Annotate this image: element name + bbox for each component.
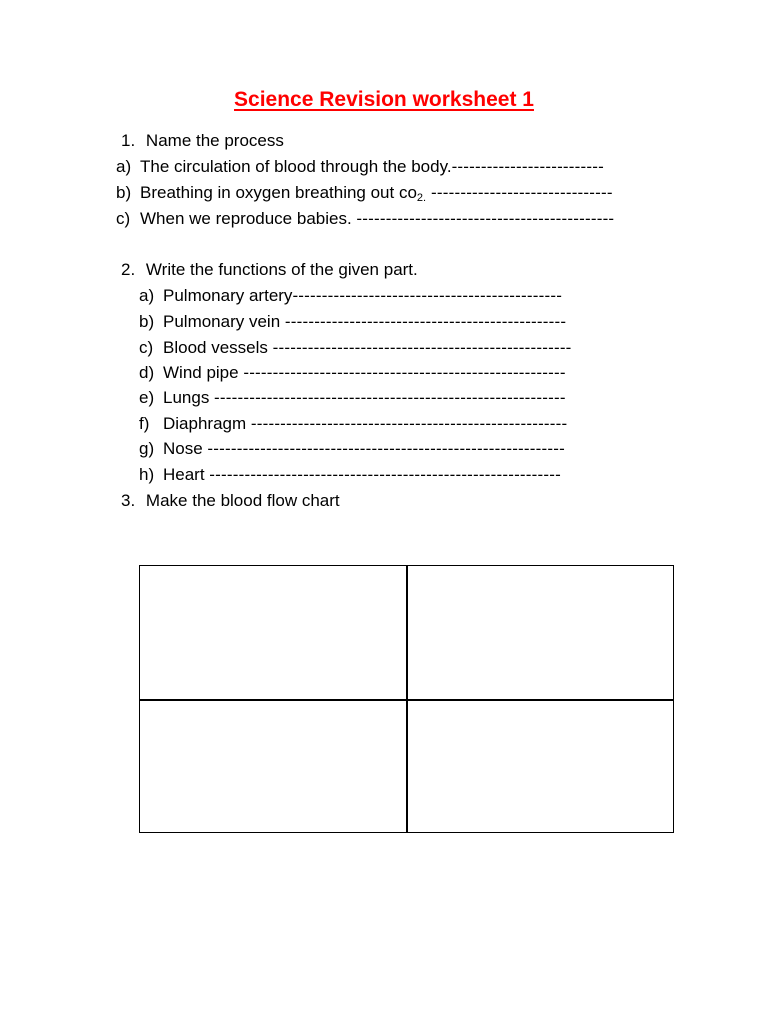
item-marker: b): [116, 183, 132, 202]
chart-cell-top-right[interactable]: [408, 566, 672, 699]
item-marker: a): [116, 157, 132, 176]
q2-item-c: [139, 337, 572, 359]
item-marker: h): [139, 465, 155, 484]
item-text: Blood vessels: [163, 338, 273, 357]
item-marker: a): [139, 286, 155, 305]
question-text: Write the functions of the given part.: [145, 260, 418, 279]
answer-blank[interactable]: --------------------------------------------: [356, 209, 615, 228]
page-title: Science Revision worksheet 1: [234, 88, 534, 111]
item-text: Diaphragm: [163, 414, 251, 433]
q2-item-h: [139, 464, 561, 486]
item-marker: c): [139, 338, 154, 357]
question-number: 2.: [121, 260, 136, 279]
chart-cell-bottom-right[interactable]: [408, 701, 672, 831]
grid-divider-horizontal: [140, 699, 673, 701]
item-marker: f): [139, 414, 150, 433]
item-text: Breathing in oxygen breathing out co: [140, 183, 417, 202]
answer-blank[interactable]: ------------------------------------------------------------: [209, 465, 561, 484]
q2-item-f: [139, 413, 567, 435]
item-text: Lungs: [163, 388, 215, 407]
item-marker: b): [139, 312, 155, 331]
q1-item-a: [116, 156, 604, 178]
question-1: [121, 130, 284, 152]
answer-blank[interactable]: -------------------------------: [426, 183, 613, 202]
q2-item-b: [139, 311, 566, 333]
item-text: Wind pipe: [163, 363, 244, 382]
question-number: 3.: [121, 491, 136, 510]
chart-cell-bottom-left[interactable]: [140, 701, 406, 831]
item-text: Heart: [163, 465, 210, 484]
item-text: When we reproduce babies.: [140, 209, 357, 228]
subscript: 2.: [416, 192, 427, 204]
item-text: Pulmonary vein: [163, 312, 285, 331]
item-text: The circulation of blood through the body.: [140, 157, 452, 176]
answer-blank[interactable]: --------------------------: [451, 157, 604, 176]
question-2: [121, 259, 418, 281]
q2-item-d: [139, 362, 566, 384]
question-number: 1.: [121, 131, 136, 150]
item-text: Pulmonary artery: [163, 286, 293, 305]
answer-blank[interactable]: ---------------------------------------------------: [272, 338, 572, 357]
answer-blank[interactable]: ----------------------------------------------: [292, 286, 563, 305]
item-marker: e): [139, 388, 155, 407]
q2-item-g: [139, 438, 565, 460]
question-text: Name the process: [145, 131, 284, 150]
q1-item-b: [116, 182, 613, 209]
q2-item-a: [139, 285, 562, 307]
chart-cell-top-left[interactable]: [140, 566, 406, 699]
item-marker: d): [139, 363, 155, 382]
q2-item-e: [139, 387, 566, 409]
question-3: [121, 490, 340, 512]
blood-flow-chart-grid: [139, 565, 674, 833]
answer-blank[interactable]: ------------------------------------------------: [284, 312, 567, 331]
item-text: Nose: [163, 439, 208, 458]
answer-blank[interactable]: ------------------------------------------------------------: [214, 388, 566, 407]
item-marker: g): [139, 439, 155, 458]
item-marker: c): [116, 209, 131, 228]
q1-item-c: [116, 208, 614, 230]
answer-blank[interactable]: -------------------------------------------------------------: [207, 439, 565, 458]
answer-blank[interactable]: ------------------------------------------------------: [250, 414, 568, 433]
answer-blank[interactable]: -------------------------------------------------------: [243, 363, 566, 382]
question-text: Make the blood flow chart: [145, 491, 340, 510]
